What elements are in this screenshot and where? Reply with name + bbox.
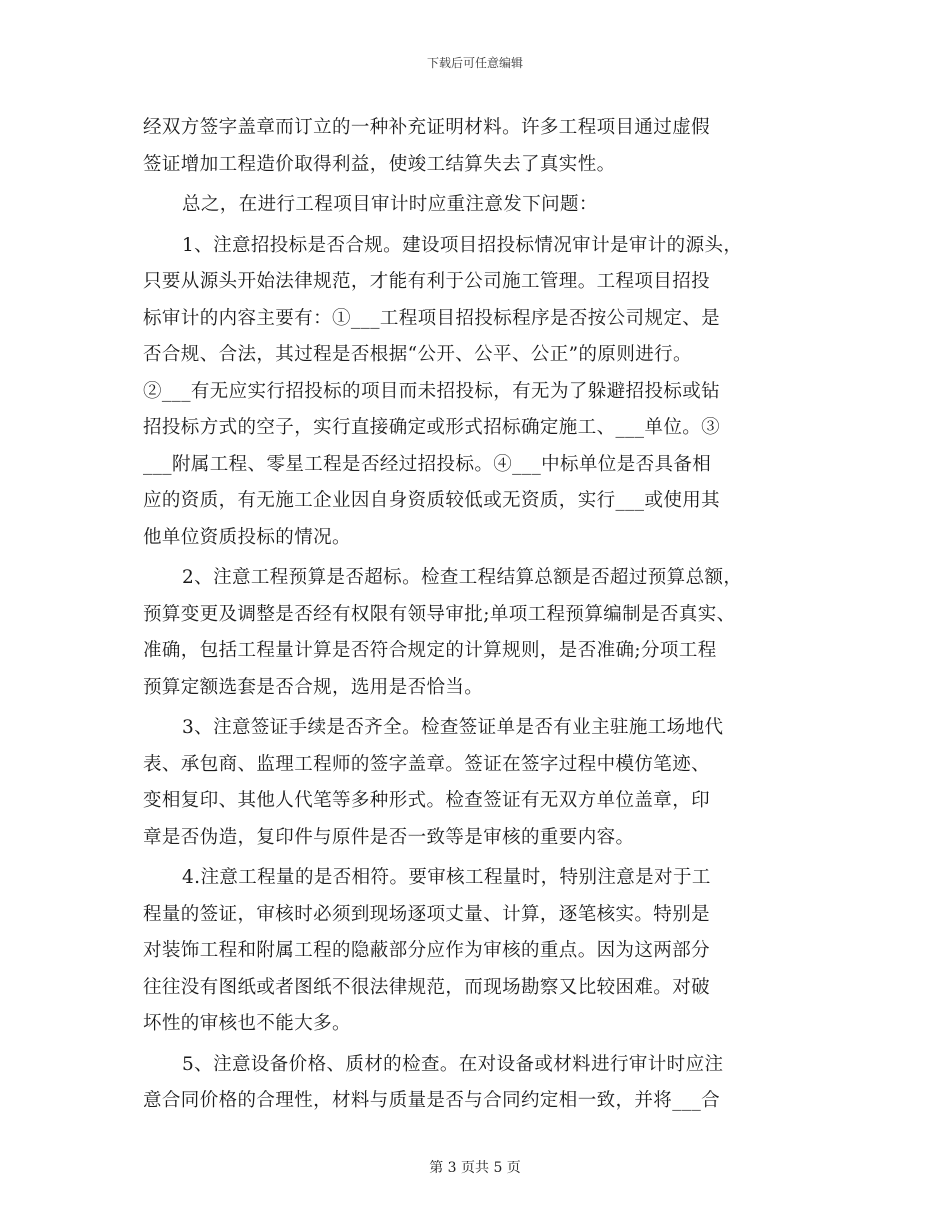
body-line: 4.注意工程量的是否相符。要审核工程量时，特别注意是对于工 xyxy=(182,867,711,888)
page-footer-number: 第 3 页共 5 页 xyxy=(429,1160,521,1176)
body-line: 程量的签证，审核时必须到现场逐项丈量、计算，逐笔核实。特别是 xyxy=(143,903,711,925)
body-line: 1、注意招投标是否合规。建设项目招投标情况审计是审计的源头， xyxy=(182,234,743,256)
body-line: 准确，包括工程量计算是否符合规定的计算规则，是否准确;分项工程 xyxy=(143,640,717,661)
body-line: 经双方签字盖章而订立的一种补充证明材料。许多工程项目通过虚假 xyxy=(143,117,711,138)
body-line: 3、注意签证手续是否齐全。检查签证单是否有业主驻施工场地代 xyxy=(182,717,724,738)
body-line: 标审计的内容主要有：①___工程项目招投标程序是否按公司规定、是 xyxy=(143,307,721,329)
body-line: 2、注意工程预算是否超标。检查工程结算总额是否超过预算总额， xyxy=(182,567,743,588)
document-body xyxy=(143,110,813,1120)
body-line: 预算定额选套是否合规，选用是否恰当。 xyxy=(143,676,484,698)
body-line: 应的资质，有无施工企业因自身资质较低或无资质，实行___或使用其 xyxy=(143,490,721,511)
body-line: 坏性的审核也不能大多。 xyxy=(143,1013,351,1034)
body-line: 5、注意设备价格、质材的检查。在对设备或材料进行审计时应注 xyxy=(182,1053,724,1075)
body-line: 意合同价格的合理性，材料与质量是否与合同约定相一致，并将___合 xyxy=(143,1090,721,1111)
body-line: 总之，在进行工程项目审计时应重注意发下问题： xyxy=(182,194,598,215)
body-line: ___附属工程、零星工程是否经过招投标。④___中标单位是否具备相 xyxy=(143,453,712,475)
body-line: 签证增加工程造价取得利益，使竣工结算失去了真实性。 xyxy=(143,153,616,175)
body-line: 表、承包商、监理工程师的签字盖章。签证在签字过程中模仿笔迹、 xyxy=(143,753,711,775)
body-line: 招投标方式的空子，实行直接确定或形式招标确定施工、___单位。③ xyxy=(143,417,721,438)
page-header-note: 下载后可任意编辑 xyxy=(426,56,523,70)
body-line: 章是否伪造，复印件与原件是否一致等是审核的重要内容。 xyxy=(143,826,635,848)
body-line: 预算变更及调整是否经有权限有领导审批;单项工程预算编制是否真实、 xyxy=(143,603,736,625)
body-line: 只要从源头开始法律规范，才能有利于公司施工管理。工程项目招投 xyxy=(143,271,711,292)
body-line: 对装饰工程和附属工程的隐蔽部分应作为审核的重点。因为这两部分 xyxy=(143,940,711,961)
body-line: 往往没有图纸或者图纸不很法律规范，而现场勘察又比较困难。对破 xyxy=(143,976,711,998)
body-line: 变相复印、其他人代笔等多种形式。检查签证有无双方单位盖章，印 xyxy=(143,790,711,811)
body-line: 他单位资质投标的情况。 xyxy=(143,526,351,548)
body-line: 否合规、合法，其过程是否根据“公开、公平、公正”的原则进行。 xyxy=(143,344,692,365)
body-line: ②___有无应实行招投标的项目而未招投标，有无为了躲避招投标或钻 xyxy=(143,380,721,402)
